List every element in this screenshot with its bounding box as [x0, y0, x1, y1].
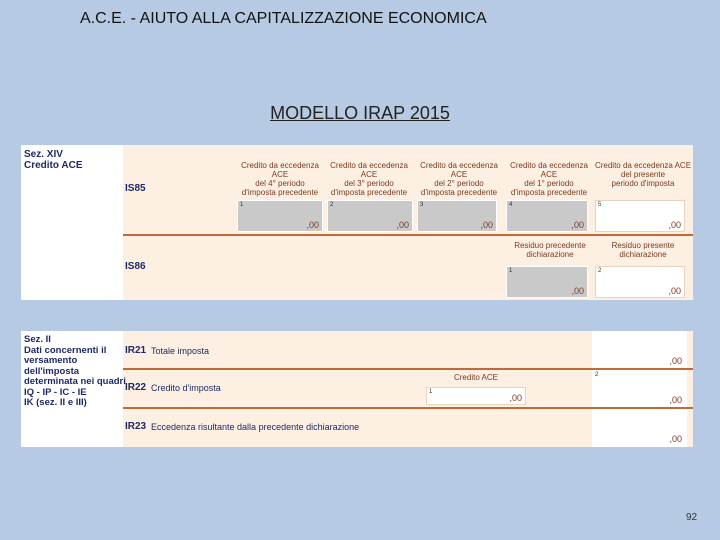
column-header: Credito da eccedenza ACE del presente periodo d'imposta [594, 161, 692, 188]
slide-subtitle: MODELLO IRAP 2015 [270, 103, 450, 123]
slide-title: A.C.E. - AIUTO ALLA CAPITALIZZAZIONE ECONOMICA [80, 10, 487, 27]
field-is86-2[interactable]: 2 ,00 [595, 266, 685, 298]
credito-ace-header: Credito ACE [453, 373, 499, 382]
row-code-is85: IS85 [125, 183, 146, 194]
section-ii-label: Sez. II Dati concernenti il versamento dell'imposta determinata nei quadri IQ - IP - IC - IE IK (sez. II e III) [21, 331, 123, 447]
field-ir23[interactable]: ,00 [593, 427, 685, 445]
page-number: 92 [686, 512, 698, 523]
form-section-ii [21, 331, 693, 447]
column-header: Residuo presente dichiarazione [611, 241, 675, 259]
field-is85-4[interactable]: 4 ,00 [506, 200, 588, 232]
row-separator [123, 368, 693, 370]
row-separator [123, 407, 693, 409]
form-section-xiv [21, 145, 693, 300]
row-label-ir23: Eccedenza risultante dalla precedente dichiarazione [151, 422, 360, 432]
field-is85-2[interactable]: 2 ,00 [327, 200, 413, 232]
row-code-ir23: IR23 [125, 421, 147, 432]
row-label-ir22: Credito d'imposta [151, 383, 221, 393]
section-xiv-label: Sez. XIV Credito ACE [21, 145, 123, 300]
field-ir22[interactable]: 2 ,00 [593, 371, 685, 406]
row-code-is86: IS86 [125, 261, 146, 272]
row-code-ir21: IR21 [125, 345, 147, 356]
field-is86-1[interactable]: 1 ,00 [506, 266, 588, 298]
column-header: Credito da eccedenza ACE del 2° periodo d'imposta precedente [420, 161, 498, 197]
row-label-ir21: Totale imposta [151, 346, 210, 356]
column-header: Credito da eccedenza ACE del 1° periodo d'imposta precedente [510, 161, 588, 197]
field-is85-3[interactable]: 3 ,00 [417, 200, 497, 232]
field-ir21[interactable]: ,00 [593, 349, 685, 367]
field-is85-1[interactable]: 1 ,00 [237, 200, 323, 232]
column-header: Credito da eccedenza ACE del 3° periodo d'imposta precedente [330, 161, 408, 197]
column-header: Residuo precedente dichiarazione [514, 241, 586, 259]
column-header: Credito da eccedenza ACE del 4° periodo d'imposta precedente [241, 161, 319, 197]
row-separator [123, 234, 693, 236]
row-code-ir22: IR22 [125, 382, 147, 393]
field-ir22-credito-ace[interactable]: 1 ,00 [426, 387, 526, 405]
field-is85-5[interactable]: 5 ,00 [595, 200, 685, 232]
